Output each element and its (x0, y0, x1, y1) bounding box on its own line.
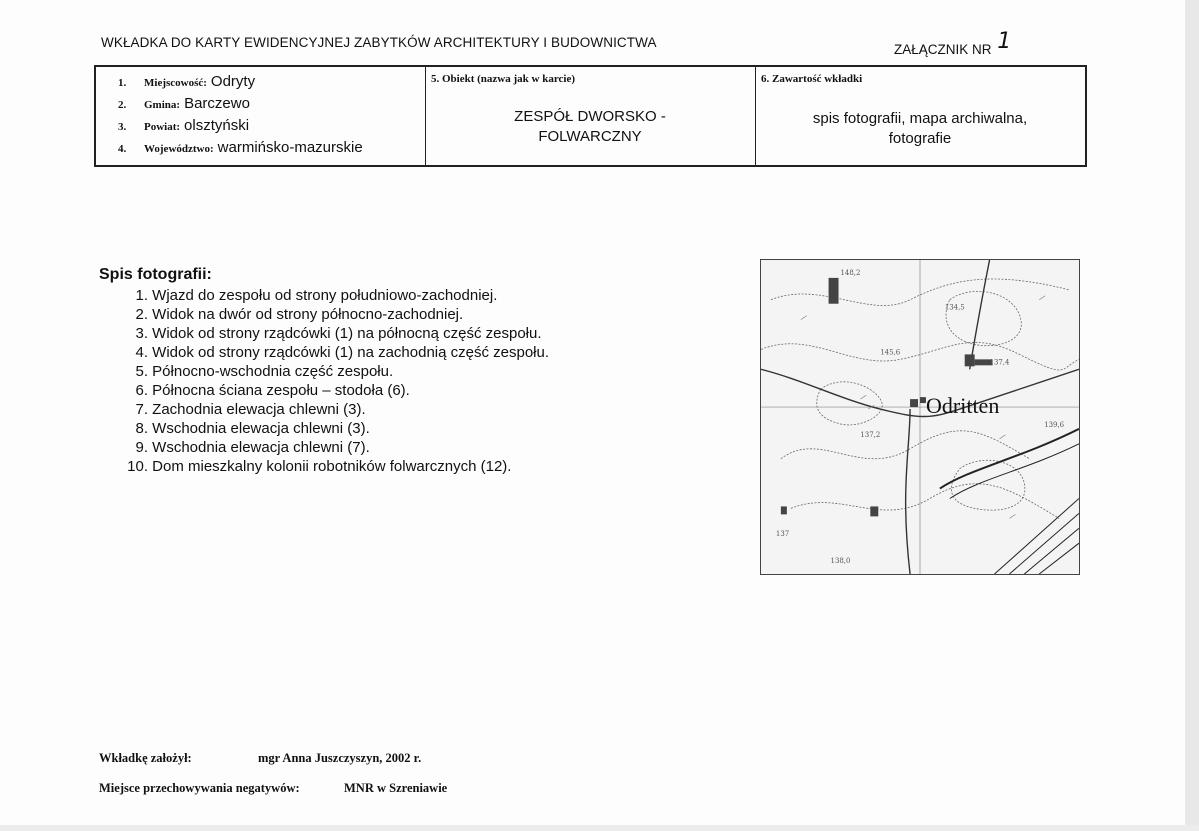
svg-text:134,5: 134,5 (944, 303, 965, 312)
attachment-label-text: ZAŁĄCZNIK NR (894, 42, 992, 57)
row-value: olsztyński (184, 117, 250, 134)
list-text: Wschodnia elewacja chlewni (7). (152, 439, 370, 456)
list-text: Zachodnia elewacja chlewni (3). (152, 401, 366, 418)
contents-title: 6. Zawartość wkładki (761, 73, 863, 85)
scan-edge (1185, 0, 1199, 831)
location-row (118, 73, 255, 95)
attachment-number: 1 (997, 29, 1012, 54)
list-index: 9. (135, 439, 148, 456)
contents-column (755, 67, 1085, 165)
list-index: 4. (135, 344, 148, 361)
list-text: Widok na dwór od strony północno-zachodniej. (152, 306, 464, 323)
info-table (94, 65, 1087, 167)
svg-text:137,2: 137,2 (860, 430, 881, 439)
object-name-line2: FOLWARCZNY (538, 128, 642, 145)
list-item (118, 381, 549, 400)
row-number: 4. (118, 143, 127, 155)
list-index: 6. (135, 382, 148, 399)
photo-list (118, 286, 549, 476)
row-number: 2. (118, 99, 127, 111)
photo-list-title: Spis fotografii: (99, 266, 212, 283)
storage-line (99, 781, 448, 796)
list-text: Wschodnia elewacja chlewni (3). (152, 420, 370, 437)
scan-edge-bottom (0, 825, 1199, 831)
map-drawing (761, 260, 1079, 574)
row-number: 3. (118, 121, 127, 133)
list-text: Widok od strony rządcówki (1) na północną część zespołu. (152, 325, 542, 342)
row-label: Powiat: (144, 121, 181, 133)
list-text: Dom mieszkalny kolonii robotników folwarcznych (12). (152, 458, 512, 475)
row-label: Gmina: (144, 99, 181, 111)
list-item (118, 286, 549, 305)
storage-value: MNR w Szreniawie (344, 781, 448, 795)
svg-text:139,6: 139,6 (1044, 420, 1065, 429)
location-column (96, 67, 426, 165)
svg-text:137: 137 (775, 530, 790, 539)
list-index: 8. (135, 420, 148, 437)
list-index: 7. (135, 401, 148, 418)
document-title: WKŁADKA DO KARTY EWIDENCYJNEJ ZABYTKÓW ARCHITEKTURY I BUDOWNICTWA (101, 35, 657, 50)
list-item (118, 305, 549, 324)
location-row (118, 117, 249, 139)
svg-text:145,6: 145,6 (880, 348, 901, 357)
list-text: Północna ściana zespołu – stodoła (6). (152, 382, 410, 399)
archival-map (760, 259, 1080, 575)
list-index: 10. (127, 458, 148, 475)
row-value: Odryty (210, 73, 256, 90)
list-text: Północno-wschodnia część zespołu. (152, 363, 394, 380)
list-item (118, 343, 549, 362)
list-item (118, 400, 549, 419)
contents-line1: spis fotografii, mapa archiwalna, (812, 110, 1028, 127)
list-item (118, 324, 549, 343)
object-title: 5. Obiekt (nazwa jak w karcie) (431, 73, 576, 85)
contents-text (755, 109, 1085, 149)
object-name (425, 107, 755, 147)
list-item (118, 362, 549, 381)
location-row (118, 139, 363, 161)
author-label: Wkładkę założył: (99, 751, 192, 765)
list-index: 1. (135, 287, 148, 304)
list-index: 2. (135, 306, 148, 323)
author-value: mgr Anna Juszczyszyn, 2002 r. (258, 751, 422, 765)
author-line (99, 751, 422, 766)
list-item (118, 419, 549, 438)
svg-text:148,2: 148,2 (840, 268, 861, 277)
map-place-label: Odritten (926, 393, 1000, 418)
svg-text:137,4: 137,4 (989, 358, 1010, 367)
row-value: Barczewo (184, 95, 250, 112)
list-index: 5. (135, 363, 148, 380)
contents-line2: fotografie (888, 130, 952, 147)
row-value: warmińsko-mazurskie (217, 139, 363, 156)
attachment-label (894, 29, 1012, 60)
row-label: Województwo: (144, 143, 214, 155)
object-column (425, 67, 756, 165)
svg-text:138,0: 138,0 (830, 557, 851, 566)
storage-label: Miejsce przechowywania negatywów: (99, 781, 300, 795)
location-row (118, 95, 250, 117)
row-label: Miejscowość: (144, 77, 207, 89)
list-index: 3. (135, 325, 148, 342)
list-text: Widok od strony rządcówki (1) na zachodnią część zespołu. (152, 344, 550, 361)
object-name-line1: ZESPÓŁ DWORSKO - (514, 108, 666, 125)
list-text: Wjazd do zespołu od strony południowo-zachodniej. (152, 287, 498, 304)
list-item (118, 457, 549, 476)
row-number: 1. (118, 77, 127, 89)
list-item (118, 438, 549, 457)
